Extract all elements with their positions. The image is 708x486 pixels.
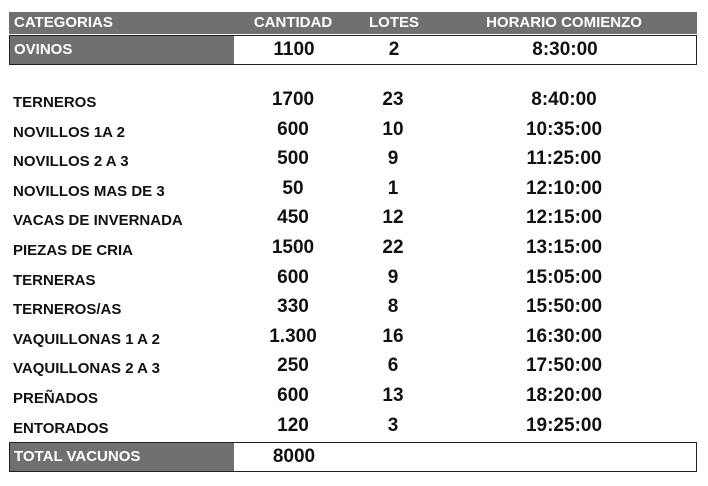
row-categoria: VACAS DE INVERNADA [13,212,183,230]
total-categoria: TOTAL VACUNOS [14,448,141,465]
row-cantidad: 500 [277,148,309,170]
header-horario: HORARIO COMIENZO [486,14,642,31]
ovinos-horario: 8:30:00 [532,39,598,60]
table-row [9,204,697,234]
row-horario: 10:35:00 [525,118,603,140]
row-categoria: TERNERAS [13,271,96,289]
row-cantidad: 600 [277,118,309,140]
row-cantidad: 250 [277,355,309,377]
table-row [9,264,697,294]
row-lotes: 23 [382,89,404,110]
row-categoria: NOVILLOS 2 A 3 [13,153,129,171]
row-categoria: PIEZAS DE CRIA [13,242,134,259]
row-lotes: 8 [387,296,399,318]
row-cantidad: 600 [277,385,309,406]
row-categoria: TERNEROS [13,94,97,111]
table-row [9,352,697,382]
table-row [9,323,697,353]
total-row [9,442,697,472]
header-lotes: LOTES [368,14,419,31]
row-categoria: VAQUILLONAS 1 A 2 [13,330,160,348]
row-lotes: 6 [387,355,399,377]
row-categoria: ENTORADOS [13,419,109,437]
table-row [9,145,697,175]
header-cantidad: CANTIDAD [253,14,333,31]
row-horario: 12:15:00 [525,207,603,229]
ovinos-categoria: OVINOS [14,41,73,58]
row-horario: 12:10:00 [525,177,603,199]
row-lotes: 12 [382,207,404,229]
row-horario: 19:25:00 [525,414,603,436]
row-horario: 11:25:00 [526,148,602,170]
row-categoria: VAQUILLONAS 2 A 3 [13,360,160,378]
row-lotes: 22 [382,237,404,258]
table-row [9,175,697,205]
row-cantidad: 120 [277,414,309,436]
row-lotes: 1 [387,177,399,199]
table-header [9,12,697,34]
table-row [9,86,697,116]
row-lotes: 13 [382,385,404,406]
row-cantidad: 50 [282,177,304,199]
row-cantidad: 600 [277,266,309,288]
row-lotes: 3 [387,414,399,436]
table-row [9,412,697,442]
table-row [9,382,697,412]
row-cantidad: 450 [277,207,309,229]
header-categorias: CATEGORIAS [14,14,113,31]
row-lotes: 9 [387,148,399,170]
row-categoria: NOVILLOS 1A 2 [13,123,125,141]
row-horario: 15:50:00 [525,296,603,318]
row-cantidad: 1.300 [269,325,317,347]
row-cantidad: 330 [277,296,309,318]
row-lotes: 16 [382,325,404,347]
row-lotes: 10 [382,118,404,140]
row-lotes: 9 [387,266,399,288]
row-horario: 15:05:00 [525,266,603,288]
row-horario: 18:20:00 [525,385,603,406]
table-row [9,293,697,323]
table-row [9,116,697,146]
row-horario: 16:30:00 [525,325,603,347]
total-cantidad: 8000 [272,446,316,467]
ovinos-cantidad: 1100 [273,39,315,60]
row-cantidad: 1700 [271,89,315,110]
row-horario: 13:15:00 [525,237,603,258]
ovinos-row [9,35,697,65]
row-horario: 17:50:00 [525,355,603,377]
ovinos-lotes: 2 [388,39,400,60]
row-horario: 8:40:00 [531,89,597,110]
row-categoria: TERNEROS/AS [13,301,122,319]
table-row [9,234,697,264]
row-categoria: PREÑADOS [13,390,99,407]
row-categoria: NOVILLOS MAS DE 3 [13,182,165,200]
row-cantidad: 1500 [271,237,315,258]
